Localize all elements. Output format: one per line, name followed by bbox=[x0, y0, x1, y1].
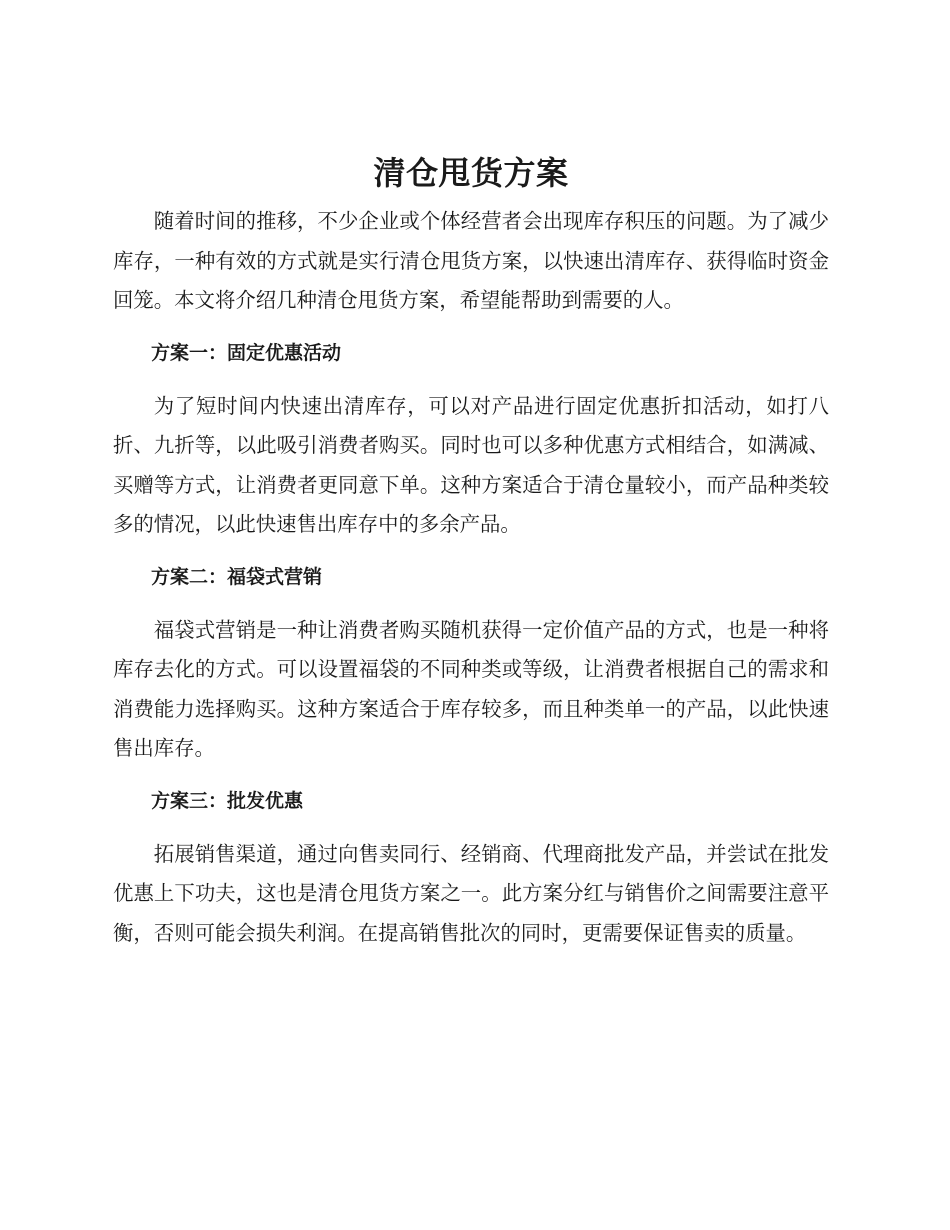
section-plan-3 bbox=[113, 783, 829, 954]
section-plan-1 bbox=[113, 335, 829, 545]
section-plan-2 bbox=[113, 559, 829, 769]
section-body-plan-1: 为了短时间内快速出清库存，可以对产品进行固定优惠折扣活动，如打八折、九折等，以此吸引消费者购买。同时也可以多种优惠方式相结合，如满减、买赠等方式，让消费者更同意下单。这种方案适合于清仓量较小，而产品种类较多的情况，以此快速售出库存中的多余产品。 bbox=[113, 393, 829, 536]
section-body-plan-2: 福袋式营销是一种让消费者购买随机获得一定价值产品的方式，也是一种将库存去化的方式。可以设置福袋的不同种类或等级，让消费者根据自己的需求和消费能力选择购买。这种方案适合于库存较多，而且种类单一的产品，以此快速售出库存。 bbox=[113, 617, 829, 760]
section-heading-plan-3: 方案三：批发优惠 bbox=[151, 789, 304, 812]
section-heading-plan-1: 方案一：固定优惠活动 bbox=[151, 341, 342, 364]
section-body-plan-3: 拓展销售渠道，通过向售卖同行、经销商、代理商批发产品，并尝试在批发优惠上下功夫，这也是清仓甩货方案之一。此方案分红与销售价之间需要注意平衡，否则可能会损失利润。在提高销售批次的同时，更需要保证售卖的质量。 bbox=[113, 841, 829, 945]
document-page bbox=[113, 150, 829, 953]
section-heading-plan-2: 方案二：福袋式营销 bbox=[151, 565, 323, 588]
intro-paragraph: 随着时间的推移，不少企业或个体经营者会出现库存积压的问题。为了减少库存，一种有效的方式就是实行清仓甩货方案，以快速出清库存、获得临时资金回笼。本文将介绍几种清仓甩货方案，希望能帮助到需要的人。 bbox=[113, 209, 829, 312]
document-title: 清仓甩货方案 bbox=[373, 154, 569, 192]
